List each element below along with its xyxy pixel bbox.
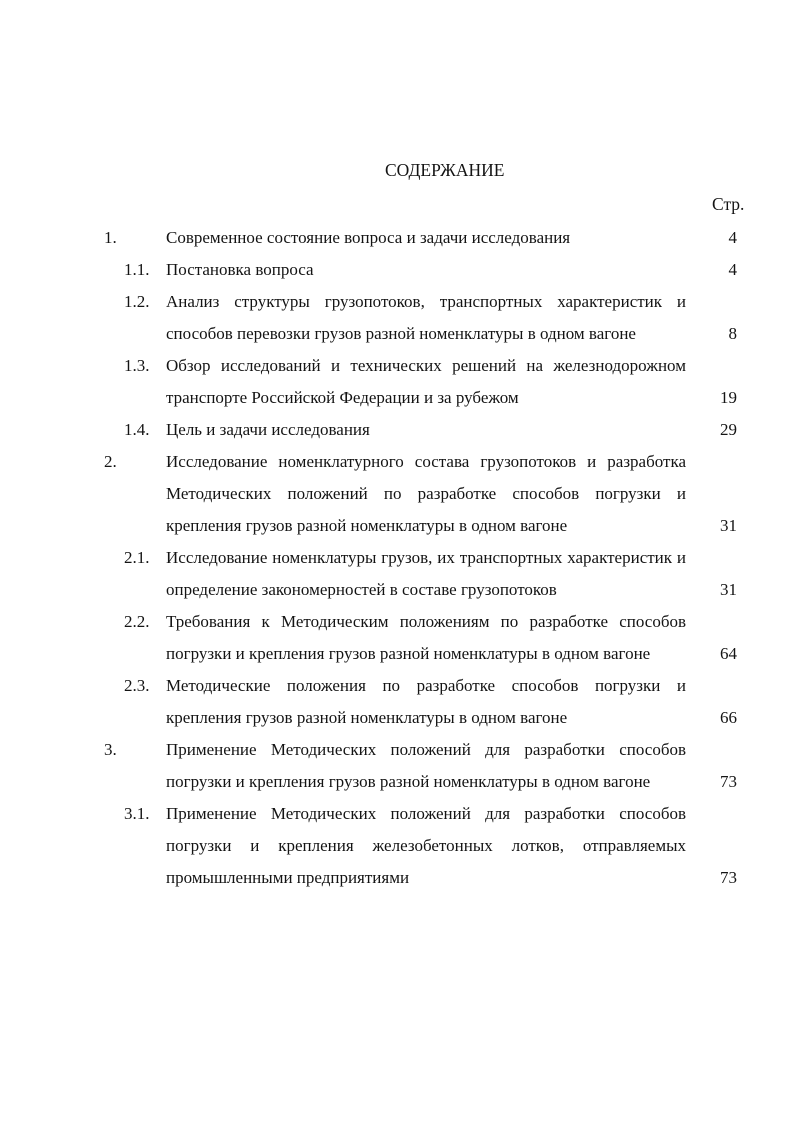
toc-entry-number: 2. (104, 452, 117, 471)
toc-entry-title: Применение Методических положений для разработки способов погрузки и крепления грузов разной номенклатуры в одном вагоне (166, 740, 686, 791)
table-of-contents (0, 222, 793, 894)
toc-entry-page: 19 (720, 388, 737, 407)
toc-entry-page: 31 (720, 580, 737, 599)
toc-entry-title: Анализ структуры грузопотоков, транспортных характеристик и способов перевозки грузов разной номенклатуры в одном вагоне (166, 292, 686, 343)
toc-entry (0, 670, 793, 734)
toc-entry (0, 542, 793, 606)
toc-entry-number: 1. (104, 228, 117, 247)
toc-entry-number: 3. (104, 740, 117, 759)
toc-entry-page: 8 (728, 324, 737, 343)
toc-entry-title: Методические положения по разработке способов погрузки и крепления грузов разной номенклатуры в одном вагоне (166, 676, 686, 727)
toc-entry (0, 798, 793, 894)
toc-entry-number: 1.4. (124, 420, 150, 439)
toc-entry-page: 29 (720, 420, 737, 439)
toc-entry-title: Постановка вопроса (166, 260, 314, 279)
toc-entry (0, 350, 793, 414)
toc-entry (0, 446, 793, 542)
page-column-header: Стр. (712, 194, 745, 214)
toc-entry (0, 222, 793, 254)
toc-entry (0, 606, 793, 670)
toc-entry-title: Исследование номенклатурного состава грузопотоков и разработка Методических положений по разработке способов погрузки и крепления грузов разной номенклатуры в одном вагоне (166, 452, 686, 535)
toc-entry-number: 1.1. (124, 260, 150, 279)
toc-entry-page: 4 (728, 260, 737, 279)
toc-entry (0, 734, 793, 798)
toc-entry-number: 2.3. (124, 676, 150, 695)
page-title: СОДЕРЖАНИЕ (385, 160, 505, 180)
toc-entry-page: 73 (720, 868, 737, 887)
toc-entry-page: 66 (720, 708, 737, 727)
toc-entry-number: 1.3. (124, 356, 150, 375)
toc-entry-page: 73 (720, 772, 737, 791)
toc-entry (0, 286, 793, 350)
toc-entry (0, 254, 793, 286)
toc-entry-number: 2.2. (124, 612, 150, 631)
toc-entry-number: 2.1. (124, 548, 150, 567)
toc-entry-title: Современное состояние вопроса и задачи исследования (166, 228, 571, 247)
toc-entry-number: 3.1. (124, 804, 150, 823)
toc-entry-title: Требования к Методическим положениям по разработке способов погрузки и крепления грузов разной номенклатуры в одном вагоне (166, 612, 686, 663)
toc-entry-number: 1.2. (124, 292, 150, 311)
toc-entry-page: 64 (720, 644, 737, 663)
toc-entry-page: 4 (728, 228, 737, 247)
toc-entry-title: Применение Методических положений для разработки способов погрузки и крепления железобетонных лотков, отправляемых промышленными предприятиями (166, 804, 686, 887)
toc-entry-title: Исследование номенклатуры грузов, их транспортных характеристик и определение закономерностей в составе грузопотоков (166, 548, 686, 599)
toc-entry-page: 31 (720, 516, 737, 535)
toc-entry (0, 414, 793, 446)
toc-entry-title: Обзор исследований и технических решений на железнодорожном транспорте Российской Федерации и за рубежом (166, 356, 686, 407)
toc-entry-title: Цель и задачи исследования (166, 420, 370, 439)
